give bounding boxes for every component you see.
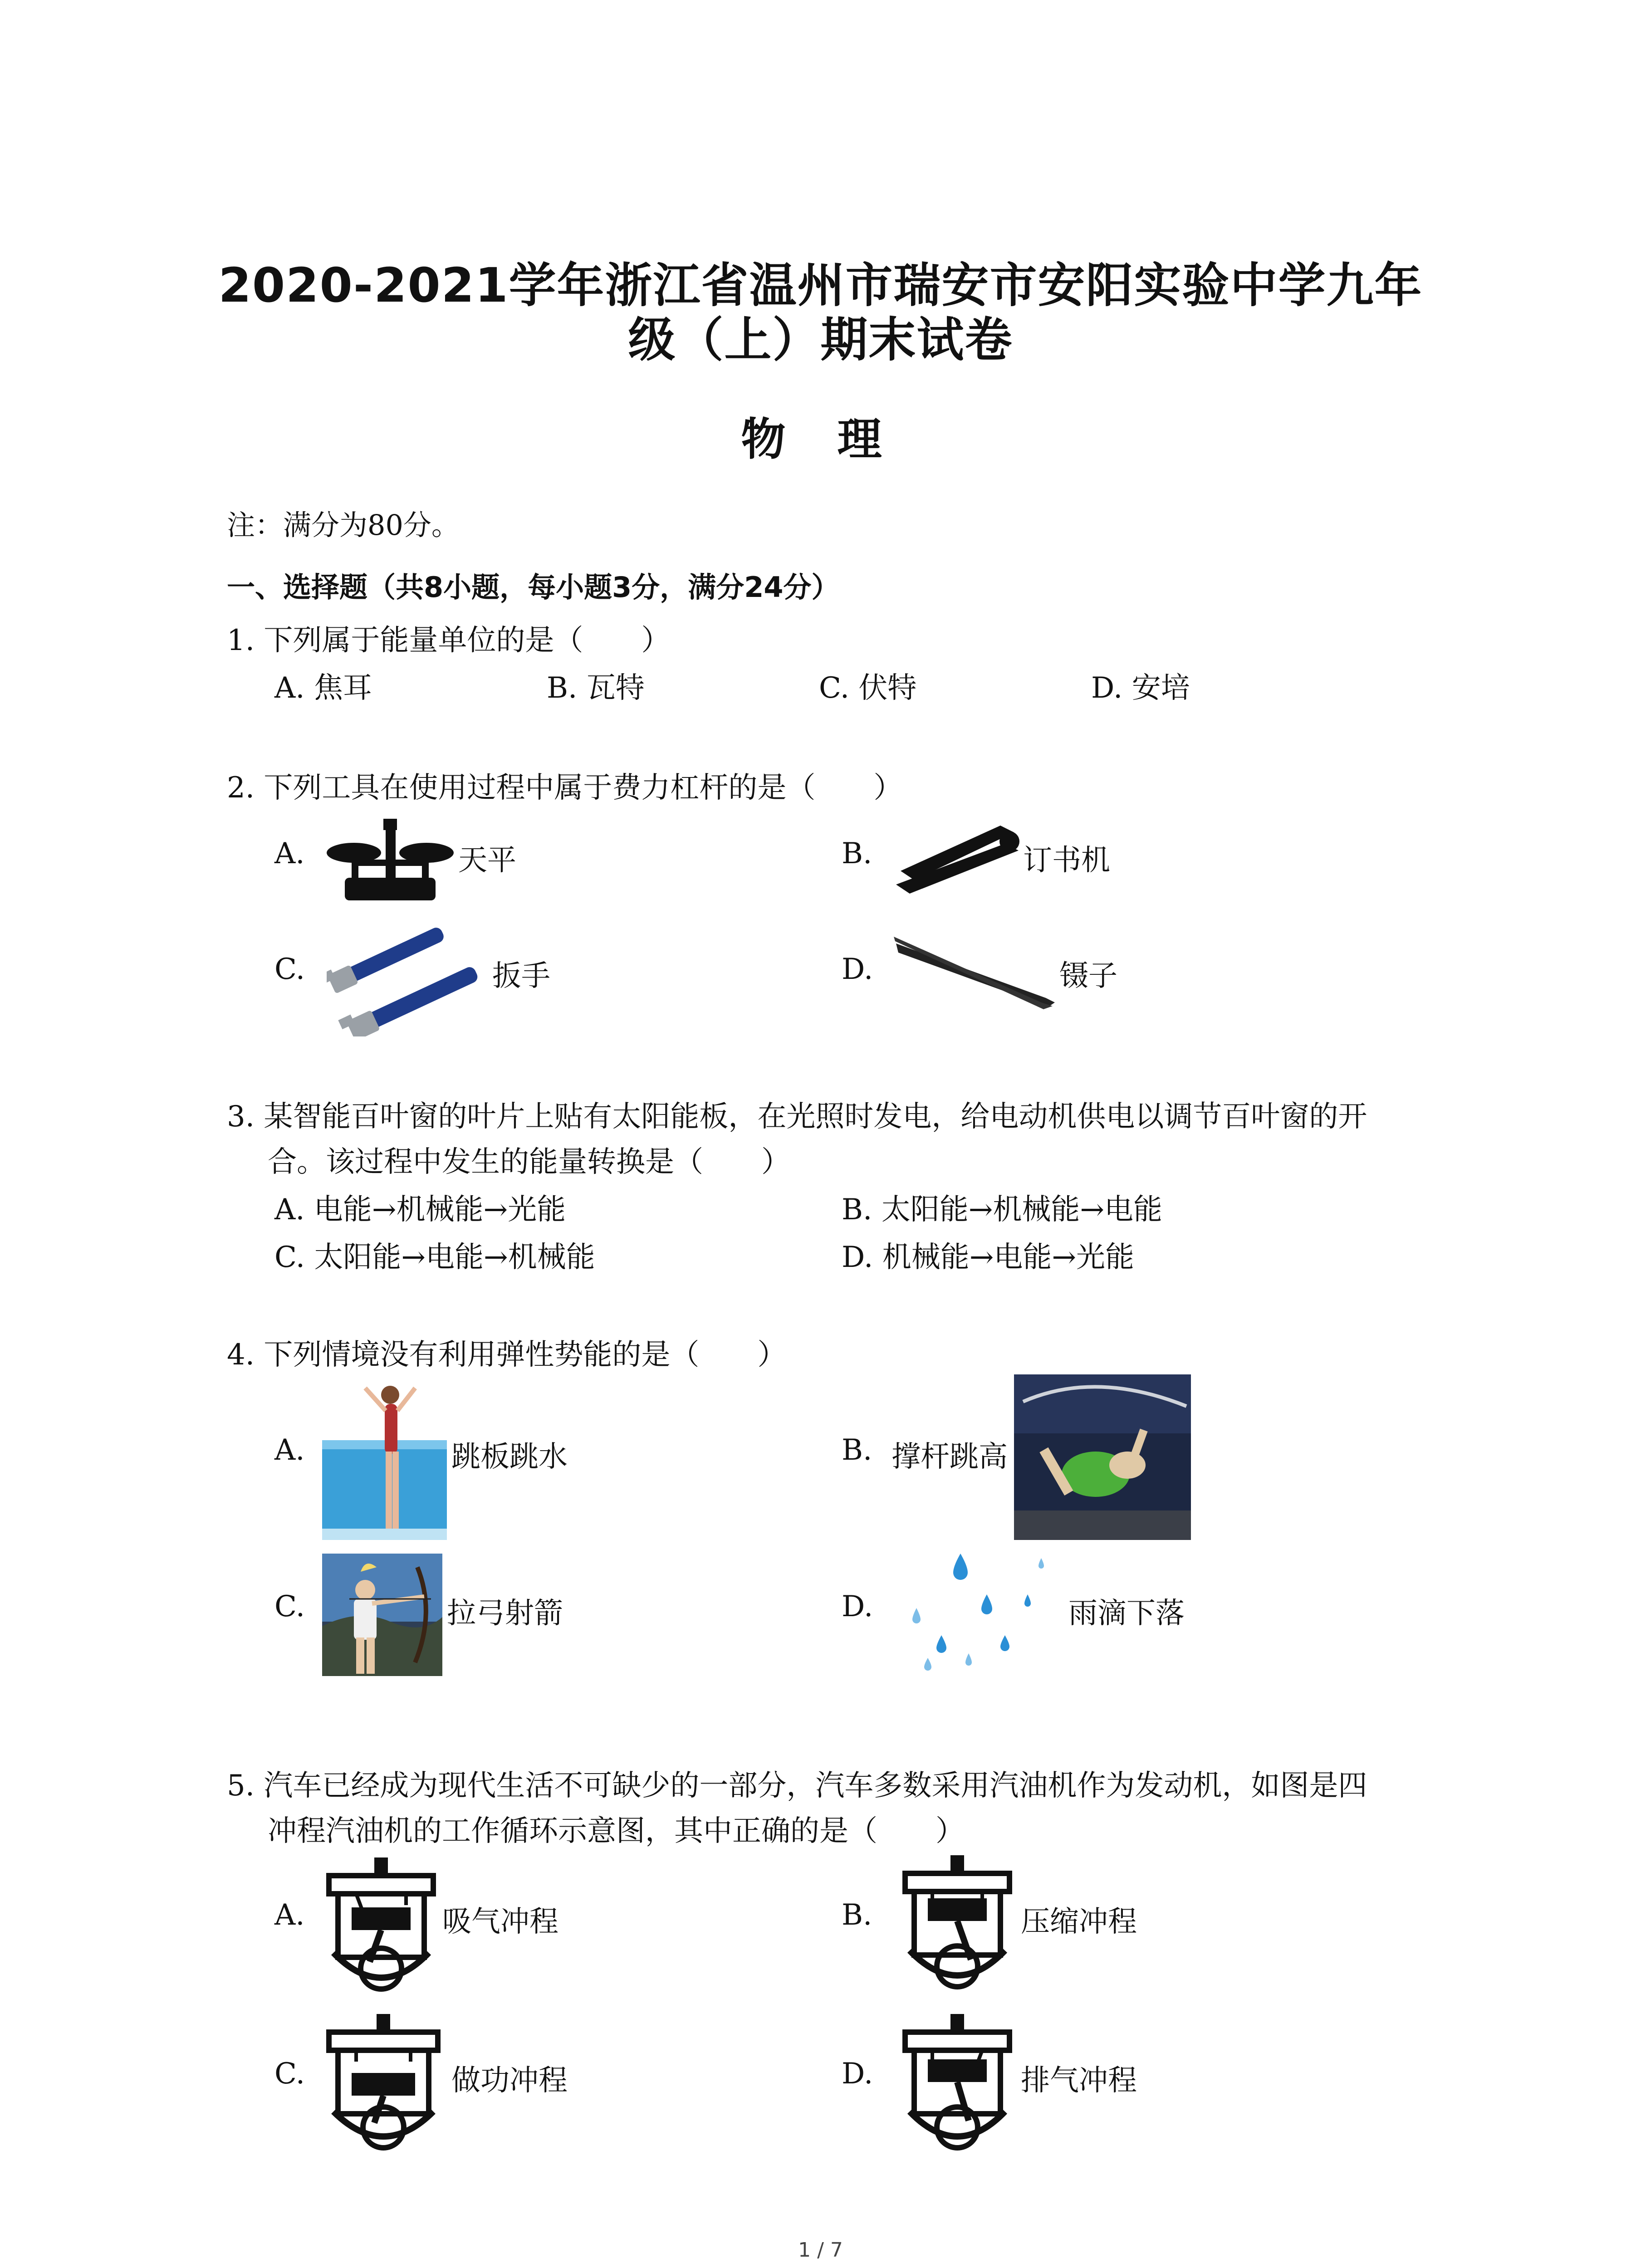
q4-option-a-label: 跳板跳水 — [451, 1440, 568, 1474]
q4-option-a-letter: A. — [274, 1433, 305, 1467]
page-number: 1 / 7 — [798, 2239, 843, 2262]
q1-option-c: C. 伏特 — [819, 671, 917, 705]
exam-title-line1: 2020-2021学年浙江省温州市瑞安市安阳实验中学九年 — [218, 258, 1423, 313]
q4-option-d-label: 雨滴下落 — [1068, 1597, 1185, 1630]
q5-option-a-label: 吸气冲程 — [442, 1905, 558, 1939]
q5-option-c-letter: C. — [274, 2057, 305, 2091]
engine-intake-image — [320, 1848, 442, 1998]
raindrops-image — [892, 1545, 1064, 1690]
q4-option-b-label: 撑杆跳高 — [892, 1440, 1008, 1474]
exam-title-line2: 级（上）期末试卷 — [628, 312, 1013, 367]
diving-image — [322, 1379, 447, 1540]
q4-option-d-letter: D. — [842, 1590, 873, 1623]
q2-option-b-letter: B. — [842, 837, 872, 870]
question-2-stem: 2. 下列工具在使用过程中属于费力杠杆的是（ ） — [227, 771, 903, 805]
engine-power-image — [320, 2005, 447, 2159]
question-1-stem: 1. 下列属于能量单位的是（ ） — [227, 624, 671, 657]
q2-option-a-letter: A. — [274, 837, 305, 870]
engine-compression-image — [896, 1846, 1019, 1998]
q4-option-c-letter: C. — [274, 1590, 305, 1623]
wrench-image — [327, 919, 490, 1036]
archery-image — [322, 1554, 442, 1676]
q5-option-d-letter: D. — [842, 2057, 873, 2091]
q2-option-b-label: 订书机 — [1023, 844, 1110, 877]
q2-option-a-label: 天平 — [458, 844, 516, 877]
q5-option-a-letter: A. — [274, 1898, 305, 1932]
q5-option-b-label: 压缩冲程 — [1021, 1905, 1137, 1939]
q1-option-b: B. 瓦特 — [547, 671, 645, 705]
q5-option-b-letter: B. — [842, 1898, 872, 1932]
q3-option-d: D. 机械能→电能→光能 — [842, 1241, 1134, 1274]
section-heading: 一、选择题（共8小题，每小题3分，满分24分） — [227, 571, 840, 604]
q2-option-c-letter: C. — [274, 953, 305, 986]
question-5-stem-line1: 5. 汽车已经成为现代生活不可缺少的一部分，汽车多数采用汽油机作为发动机，如图是四 — [227, 1769, 1367, 1803]
tweezers-image — [892, 934, 1064, 1016]
q2-option-c-label: 扳手 — [492, 959, 550, 993]
q2-option-d-letter: D. — [842, 953, 873, 986]
q5-option-d-label: 排气冲程 — [1021, 2064, 1137, 2097]
q3-option-a: A. 电能→机械能→光能 — [274, 1193, 566, 1227]
score-note: 注：满分为80分。 — [227, 508, 460, 542]
q3-option-b: B. 太阳能→机械能→电能 — [842, 1193, 1162, 1227]
stapler-image — [892, 816, 1023, 896]
q4-option-b-letter: B. — [842, 1433, 872, 1467]
question-4-stem: 4. 下列情境没有利用弹性势能的是（ ） — [227, 1338, 787, 1372]
q1-option-a: A. 焦耳 — [274, 671, 372, 705]
question-3-stem-line1: 3. 某智能百叶窗的叶片上贴有太阳能板，在光照时发电，给电动机供电以调节百叶窗的开 — [227, 1100, 1367, 1134]
q5-option-c-label: 做功冲程 — [451, 2064, 568, 2097]
question-3-stem-line2: 合。该过程中发生的能量转换是（ ） — [268, 1145, 790, 1179]
q3-option-c: C. 太阳能→电能→机械能 — [274, 1241, 595, 1274]
q1-option-d: D. 安培 — [1091, 671, 1190, 705]
balance-scale-image — [327, 810, 454, 905]
pole-vault-image — [1014, 1374, 1191, 1540]
question-5-stem-line2: 冲程汽油机的工作循环示意图，其中正确的是（ ） — [268, 1814, 965, 1848]
q2-option-d-label: 镊子 — [1059, 959, 1117, 993]
q4-option-c-label: 拉弓射箭 — [447, 1597, 563, 1630]
engine-exhaust-image — [896, 2005, 1019, 2159]
subject-title: 物 理 — [741, 414, 900, 465]
